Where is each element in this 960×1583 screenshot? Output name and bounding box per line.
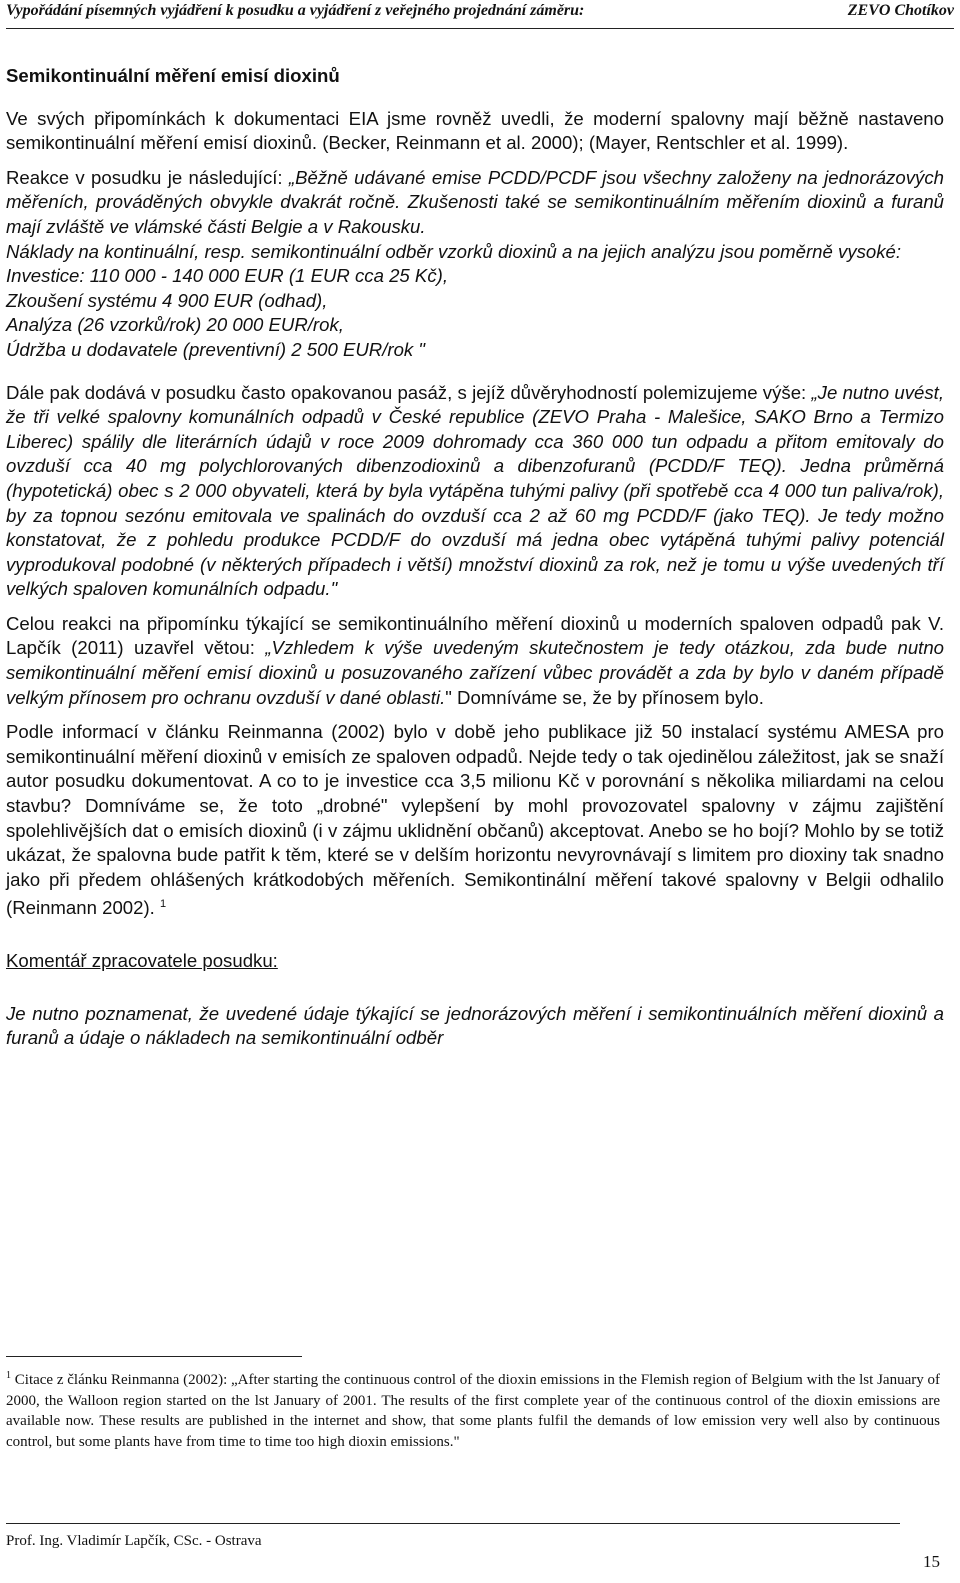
cost-line: Zkoušení systému 4 900 EUR (odhad), — [6, 289, 328, 311]
p4-lead: Dále pak dodává v posudku často opakovanou pasáž, s jejíž důvěryhodností polemizujeme výše: — [6, 381, 812, 403]
footnote-text: Citace z článku Reinmanna (2002): „After starting the continuous control of the dioxin emissions in the Flemish region of Belgium with the lst January of 2000, the Walloon region started on the lst January of 2001. The results of the first complete year of the continuous control of the dioxin emissions are available now. These results are published in the internet and show, that some plants fulfil the demands of low emission very well also by continuous control, but some plants have from time to time too high dioxin emissions." — [6, 1372, 940, 1450]
header-project: ZEVO Chotíkov — [847, 2, 954, 19]
header-title: Vypořádání písemných vyjádření k posudku a vyjádření z veřejného projednání záměru: — [6, 2, 585, 19]
comment-heading: Komentář zpracovatele posudku: — [6, 950, 278, 972]
footnote-divider — [6, 1356, 302, 1357]
section-title: Semikontinuální měření emisí dioxinů — [6, 65, 340, 86]
document-body — [6, 64, 944, 1051]
p2-lead: Reakce v posudku je následující: — [6, 166, 289, 188]
paragraph-7: Je nutno poznamenat, že uvedené údaje týkající se jednorázových měření i semikontinuálních měření dioxinů a furanů a údaje o nákladech na semikontinuální odběr — [6, 1002, 944, 1049]
footnote-reference[interactable]: 1 — [160, 898, 167, 911]
cost-line: Údržba u dodavatele (preventivní) 2 500 EUR/rok " — [6, 338, 425, 360]
p5-tail: " Domníváme se, že by přínosem bylo. — [445, 686, 764, 708]
paragraph-1: Ve svých připomínkách k dokumentaci EIA jsme rovněž uvedli, že moderní spalovny mají běžně nastaveno semikontinuální měření emisí dioxinů. (Becker, Reinmann et al. 2000); (Mayer, Rentschler et al. 1999). — [6, 107, 944, 154]
p2-quote-cont: Zkušenosti také se semikontinuálním měřením dioxinů a furanů mají zvláště ve vlámské části Belgie a v Rakousku. — [6, 191, 944, 237]
cost-list — [6, 264, 944, 362]
p6-text: Podle informací v článku Reinmanna (2002) bylo v době jeho publikace již 50 instalací systému AMESA pro semikontinuální měření dioxinů v emisích ze spaloven odpadů. Nejde tedy o tak ojedinělou záležitost, jak se snaží autor posudku dokumentovat. A co to je investice cca 3,5 milionu Kč v porovnání s několika miliardami na celou stavbu? Domníváme se, že toto „drobné" vylepšení by mohl provozovatel spalovny v zájmu zajištění spolehlivějších dat o emisích dioxinů (i v zájmu uklidnění občanů) akceptovat. Anebo se ho bojí? Mohlo by se totiž ukázat, že spalovna bude patřit k těm, které se v delším horizontu nevyrovnávají s limitem pro dioxiny tak snadno jako při předem ohlášených krátkodobých měřeních. Semikontinální měření takové spalovny v Belgii odhalilo (Reinmann 2002). — [6, 721, 944, 919]
footnote-marker: 1 — [6, 1370, 11, 1381]
footer-author: Prof. Ing. Vladimír Lapčík, CSc. - Ostrava — [6, 1533, 262, 1549]
paragraph-4 — [6, 381, 944, 602]
paragraph-5 — [6, 612, 944, 710]
p2-quote: „Běžně udávané emise PCDD/PCDF jsou všechny založeny na jednorázových měřeních, prováděných obvykle dvakrát ročně. — [6, 166, 944, 213]
p4-quote: „Je nutno uvést, že tři velké spalovny komunálních odpadů v České republice (ZEVO Praha - Malešice, SAKO Brno a Termizo Liberec) spálily dle literárních údajů v roce 2009 dohromady cca 360 000 tun odpadu a přitom emitovaly do ovzduší cca 40 mg polychlorovaných dibenzodioxinů a dibenzofuranů (PCDD/F TEQ). — [6, 381, 944, 477]
paragraph-2 — [6, 166, 944, 240]
footer-divider — [6, 1523, 900, 1524]
p5-lead: Celou reakci na připomínku týkající se semikontinuálního měření dioxinů u moderních spaloven odpadů pak V. Lapčík (2011) uzavřel větou: — [6, 612, 944, 659]
p4-quote-cont: Jedna průměrná (hypotetická) obec s 2 000 obyvateli, která by byla vytápěna tuhými palivy (při spotřebě cca 4 000 tun paliva/rok), by za topnou sezónu emitovala ve spalinách do ovzduší cca 2 až 60 mg PCDD/F (jako TEQ). Je tedy možno konstatovat, že z pohledu produkce PCDD/F do ovzduší má jedna obec vytápěná tuhými palivy potenciál vyprodukoval podobné (v některých případech i větší) množství dioxinů za rok, než je tomu u výše uvedených tří velkých spaloven komunálních odpadu." — [6, 455, 944, 600]
paragraph-6 — [6, 720, 944, 921]
paragraph-3: Náklady na kontinuální, resp. semikontinuální odběr vzorků dioxinů a na jejich analýzu jsou poměrně vysoké: — [6, 240, 902, 262]
page-number: 15 — [923, 1552, 940, 1571]
cost-line: Investice: 110 000 - 140 000 EUR (1 EUR cca 25 Kč), — [6, 265, 448, 287]
cost-line: Analýza (26 vzorků/rok) 20 000 EUR/rok, — [6, 314, 344, 336]
footnote — [6, 1366, 940, 1452]
p5-quote: „Vzhledem k výše uvedeným skutečnostem je tedy otázkou, zda bude nutno semikontinuální měření emisí dioxinů u posuzovaného zařízení vůbec provádět a zda by bylo v daném případě velkým přínosem pro ochranu ovzduší v dané oblasti. — [6, 637, 945, 708]
page-header — [6, 0, 954, 29]
